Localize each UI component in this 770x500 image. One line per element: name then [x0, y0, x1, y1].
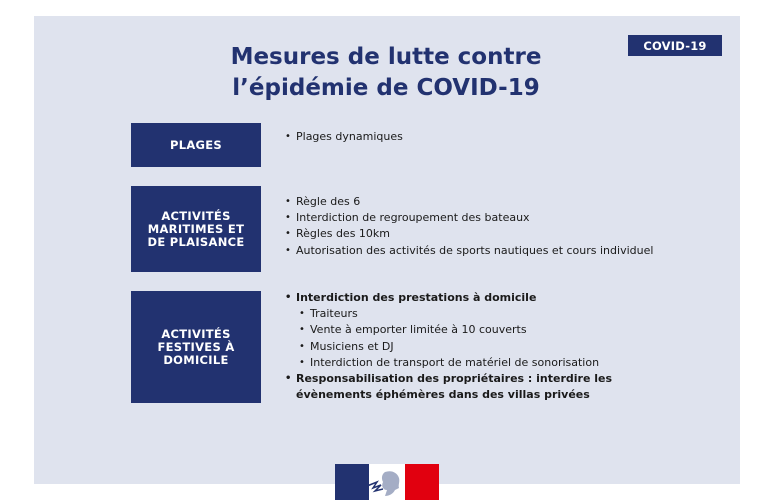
title-line-2: l’épidémie de COVID-19 — [232, 75, 540, 101]
logo-white-band — [369, 464, 405, 500]
logo-blue-band — [335, 464, 369, 500]
republique-logo — [335, 464, 439, 500]
section-label-line: FESTIVES À — [157, 339, 235, 354]
list-item: • Interdiction des prestations à domicile — [284, 290, 644, 306]
section-label-line: DOMICILE — [163, 352, 229, 367]
section-list-maritimes — [284, 194, 653, 259]
section-label-festives — [131, 291, 261, 403]
section-label-line: PLAGES — [169, 137, 223, 152]
list-item: • Responsabilisation des propriétaires : interdire les évènements éphémères dans des villas privées — [284, 371, 644, 403]
section-label-plages — [131, 123, 261, 167]
section-label-maritimes — [131, 186, 261, 272]
section-list-plages — [284, 129, 403, 145]
list-item: • Plages dynamiques — [284, 129, 403, 145]
section-list-festives — [284, 290, 644, 403]
sub-list-item: • Musiciens et DJ — [298, 339, 644, 355]
sub-list-item: • Interdiction de transport de matériel de sonorisation — [298, 355, 644, 371]
sub-list-item: • Traiteurs — [298, 306, 644, 322]
page-title — [170, 42, 602, 104]
sub-list-item: • Vente à emporter limitée à 10 couverts — [298, 322, 644, 338]
section-label-line: ACTIVITÉS — [161, 326, 231, 341]
covid-tag: COVID-19 — [628, 35, 722, 56]
section-label-line: DE PLAISANCE — [147, 234, 245, 249]
title-line-1: Mesures de lutte contre — [230, 44, 542, 70]
list-item: • Règles des 10km — [284, 226, 653, 242]
list-item: • Interdiction de regroupement des bateaux — [284, 210, 653, 226]
list-item: • Autorisation des activités de sports nautiques et cours individuel — [284, 243, 653, 259]
marianne-profile-icon — [365, 468, 409, 500]
section-label-line: MARITIMES ET — [147, 221, 245, 236]
list-item: • Règle des 6 — [284, 194, 653, 210]
logo-red-band — [405, 464, 439, 500]
section-label-line: ACTIVITÉS — [161, 208, 231, 223]
